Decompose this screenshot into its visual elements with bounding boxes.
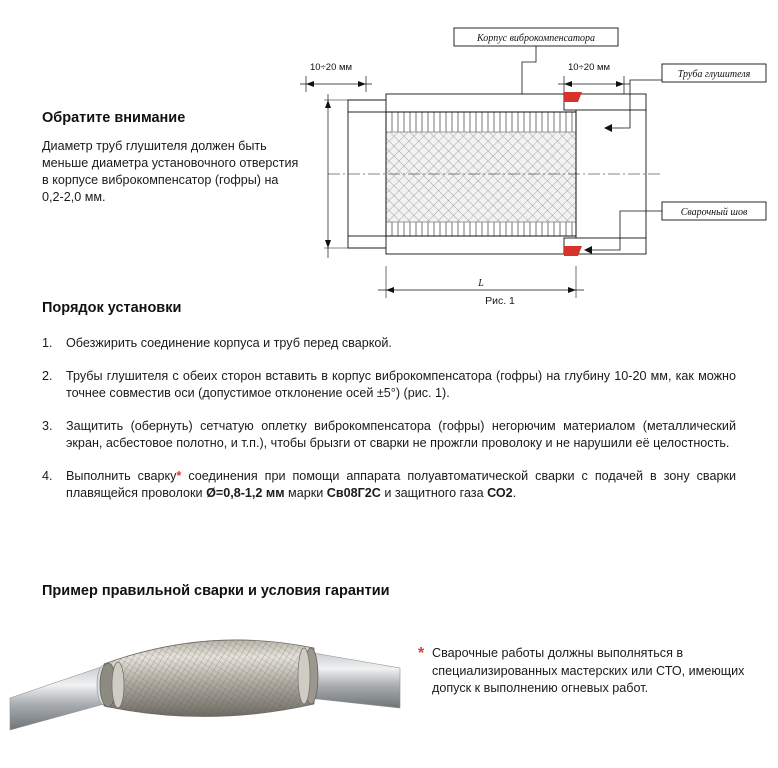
step-text: Трубы глушителя с обеих сторон вставить в корпус виброкомпенсатора (гофры) на глубину 10-20 мм, как можно точнее совместив оси (допустимое отклонение осей ±5°) (рис. 1).	[66, 368, 736, 400]
attention-note-body: Диаметр труб глушителя должен быть меньше диаметра установочного отверстия в корпусе виброкомпенсатор (гофры) на 0,2-2,0 мм.	[42, 139, 299, 204]
order-heading: Порядок установки	[42, 300, 182, 316]
length-dimension	[378, 266, 584, 298]
list-item	[42, 368, 736, 403]
list-item	[42, 468, 736, 503]
dimension-right	[558, 62, 630, 94]
svg-text:10÷20 мм: 10÷20 мм	[568, 62, 611, 73]
svg-text:Труба глушителя: Труба глушителя	[677, 69, 751, 80]
warning-text: Сварочные работы должны выполняться в специализированных мастерских или СТО, имеющих допуск к выполнению огневых работ.	[432, 646, 745, 695]
step-number: 4.	[42, 468, 53, 483]
left-pipe-photo	[10, 665, 111, 730]
list-item	[42, 335, 736, 353]
svg-text:Корпус виброкомпенсатора: Корпус виброкомпенсатора	[476, 33, 596, 44]
example-heading: Пример правильной сварки и условия гарантии	[42, 583, 390, 599]
list-item	[42, 418, 736, 453]
right-pipe-photo	[308, 652, 400, 708]
top-section	[0, 0, 778, 320]
technical-diagram	[300, 22, 770, 314]
svg-text:Сварочный шов: Сварочный шов	[680, 207, 748, 218]
welding-warning	[418, 645, 748, 698]
attention-note	[42, 110, 302, 206]
step-number: 2.	[42, 368, 53, 383]
svg-text:L: L	[478, 278, 484, 289]
dimension-left	[300, 62, 372, 92]
welded-part-photo	[8, 612, 408, 740]
steps-list	[42, 335, 736, 518]
svg-text:10÷20 мм: 10÷20 мм	[310, 62, 353, 73]
step-number: 1.	[42, 336, 53, 350]
attention-note-heading: Обратите внимание	[42, 110, 186, 126]
braided-flex-photo	[100, 640, 318, 717]
figure-caption: Рис. 1	[485, 295, 515, 307]
step-text-rich: Выполнить сварку* соединения при помощи аппарата полуавтоматической сварки с подачей в зону сварки плавящейся проволоки Ø=0,8-1,2 мм марки Св08Г2С и защитного газа СО2.	[66, 468, 736, 500]
diameter-dimension	[324, 94, 386, 258]
step-text: Обезжирить соединение корпуса и труб перед сваркой.	[66, 336, 392, 350]
warning-star: *	[418, 645, 425, 662]
step-text: Защитить (обернуть) сетчатую оплетку виброкомпенсатора (гофры) негорючим материалом (металлический экран, асбестовое полотно, и т.п.), чтобы брызги от сварки не прожгли проволоку и не нарушили её целостность.	[66, 418, 736, 450]
step-number: 3.	[42, 418, 53, 433]
